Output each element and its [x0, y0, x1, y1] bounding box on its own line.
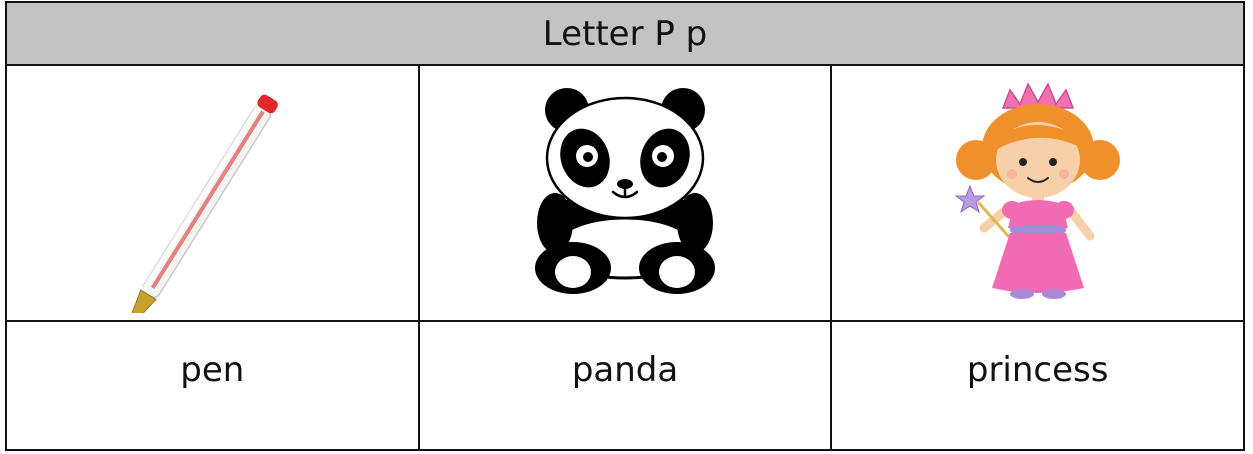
picture-row — [7, 66, 1243, 322]
word-cell-panda: panda — [418, 322, 831, 449]
word-cell-princess: princess — [830, 322, 1243, 449]
word-row — [7, 322, 1243, 449]
letter-card-table — [5, 1, 1245, 451]
princess-icon — [948, 78, 1128, 308]
picture-cell-princess — [830, 66, 1243, 320]
panda-icon — [525, 88, 725, 298]
word-cell-pen: pen — [180, 350, 245, 390]
picture-cell-panda — [418, 66, 831, 320]
picture-cell-pen — [7, 66, 418, 320]
page-title: Letter P p — [7, 3, 1243, 66]
pen-icon — [62, 73, 362, 313]
